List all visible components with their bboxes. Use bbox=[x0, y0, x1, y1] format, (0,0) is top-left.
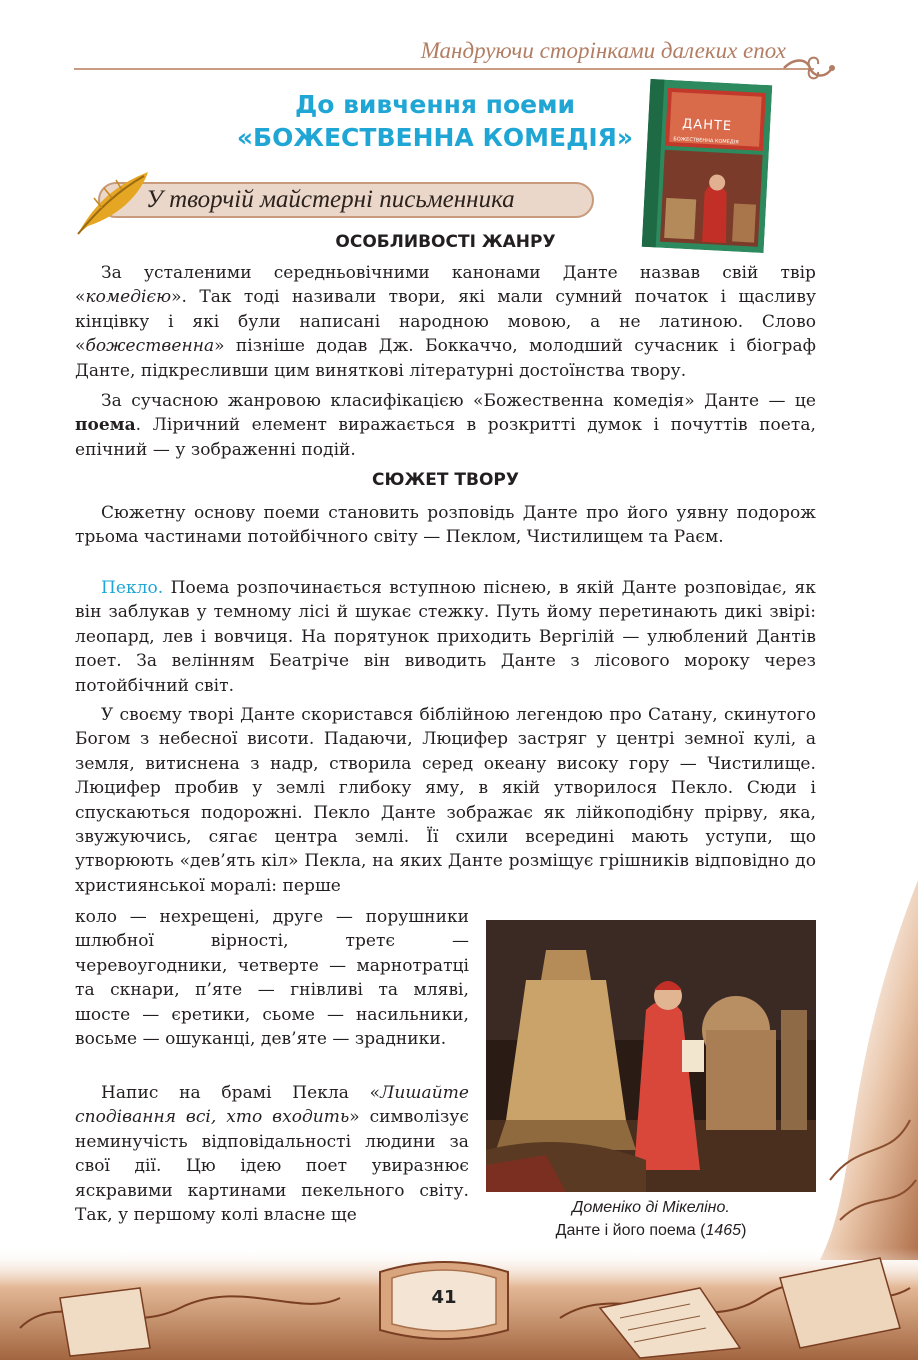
paragraph-circles: коло — нехрещені, друге — порушники шлюбної вірності, третє — черевоугодники, четверте — марнотратці та скнари, п’яте — гнівливі та мляві, шосте — єретики, сьоме — насильники, восьме — ошуканці, дев’яте — зрадники. bbox=[75, 907, 469, 1050]
paragraph-inscription bbox=[75, 1081, 469, 1227]
text-run: ) bbox=[741, 1222, 747, 1239]
page-number: 41 bbox=[431, 1287, 457, 1308]
title-line-2: «БОЖЕСТВЕННА КОМЕДІЯ» bbox=[236, 123, 634, 152]
running-header: Мандруючи сторінками далеких епох bbox=[420, 38, 786, 63]
caption-title bbox=[486, 1219, 816, 1242]
painting-dante bbox=[486, 920, 816, 1192]
page-title bbox=[150, 88, 720, 154]
caption-author: Доменіко ді Мікеліно. bbox=[572, 1199, 730, 1216]
text-run: За усталеними середньовічними канонами Данте назвав свій твір « bbox=[75, 263, 816, 308]
paragraph-plot-1: Сюжетну основу поеми становить розповідь Данте про його уявну подорож трьома частинами потойбічного світу — Пеклом, Чистилищем та Раєм. bbox=[75, 503, 816, 548]
painting-caption bbox=[486, 1196, 816, 1242]
paragraph-genre-2 bbox=[75, 389, 816, 462]
decorative-corner bbox=[800, 880, 918, 1260]
quill-icon bbox=[72, 168, 152, 240]
italic-quote: Лишайте сподівання всі, хто входить bbox=[75, 1083, 469, 1128]
caption-year: 1465 bbox=[705, 1222, 742, 1239]
text-run: Поема розпочинається вступною піснею, в якій Данте розповідає, як він заблукав у темному лісі й шукає стежку. Путь йому перетинають дикі звірі: леопард, лев і вовчиця. На порятунок приходить Вергілій — улюблений Дантів поет. За велінням Беатріче він виводить Данте з лісового мороку через потойбічний світ. bbox=[75, 578, 816, 696]
hell-label: Пекло. bbox=[101, 578, 164, 598]
paragraph-lucifer: У своєму творі Данте скористався біблійною легендою про Сатану, скинутого Богом з небесної висоти. Падаючи, Люцифер застряг у центрі земної кулі, а земля, витиснена з надр, створила серед океану високу гору — Чистилище. Люцифер пробив у землі глибоку яму, в якій утворилося Пекло. Сюди і спускаються подорожні. Пекло Данте зображає як лійкоподібну прірву, яка, звужуючись, сягає центра землі. Її схили всередині мають уступи, що утворюють «дев’ять кіл» Пекла, на яких Данте розміщує грішників відповідно до християнської моралі: перше bbox=[75, 705, 816, 896]
header-rule bbox=[74, 68, 814, 70]
text-run: Данте і його поема ( bbox=[555, 1222, 706, 1239]
book-title: ДАНТЕ bbox=[681, 116, 733, 135]
bold-term: поема bbox=[75, 415, 136, 436]
italic-term: божественна bbox=[85, 336, 215, 357]
banner-text: У творчій майстерні письменника bbox=[146, 186, 515, 213]
book-cover bbox=[642, 79, 773, 253]
title-line-1: До вивчення поеми bbox=[294, 90, 576, 119]
italic-term: комедією bbox=[85, 287, 172, 308]
plot-heading: СЮЖЕТ ТВОРУ bbox=[372, 470, 519, 490]
text-run: » символізує неминучість відповідальності людини за свої дії. Цю ідею поет увиразнює яскравими картинами пекельного світу. Так, у першому колі власне ще bbox=[75, 1107, 469, 1226]
text-run: . Ліричний елемент виражається в розкритті думок і почуттів поета, епічний — у зображенні подій. bbox=[75, 415, 816, 460]
book-subtitle: БОЖЕСТВЕННА КОМЕДІЯ bbox=[673, 136, 739, 146]
text-run: ». Так тоді називали твори, які мали сумний початок і щасливу кінцівку і які були написані народною мовою, а не латиною. Слово « bbox=[75, 287, 816, 357]
paragraph-genre-1 bbox=[75, 261, 816, 383]
text-run: Напис на брамі Пекла « bbox=[101, 1083, 381, 1103]
text-run: » пізніше додав Дж. Боккаччо, молодший сучасник і біограф Данте, підкресливши цим виняткові літературні достоїнства твору. bbox=[75, 336, 816, 381]
ornament-icon bbox=[780, 50, 836, 90]
text-run: За сучасною жанровою класифікацією «Божественна комедія» Данте — це bbox=[101, 391, 816, 411]
paragraph-hell bbox=[75, 576, 816, 698]
genre-heading: ОСОБЛИВОСТІ ЖАНРУ bbox=[335, 232, 556, 252]
